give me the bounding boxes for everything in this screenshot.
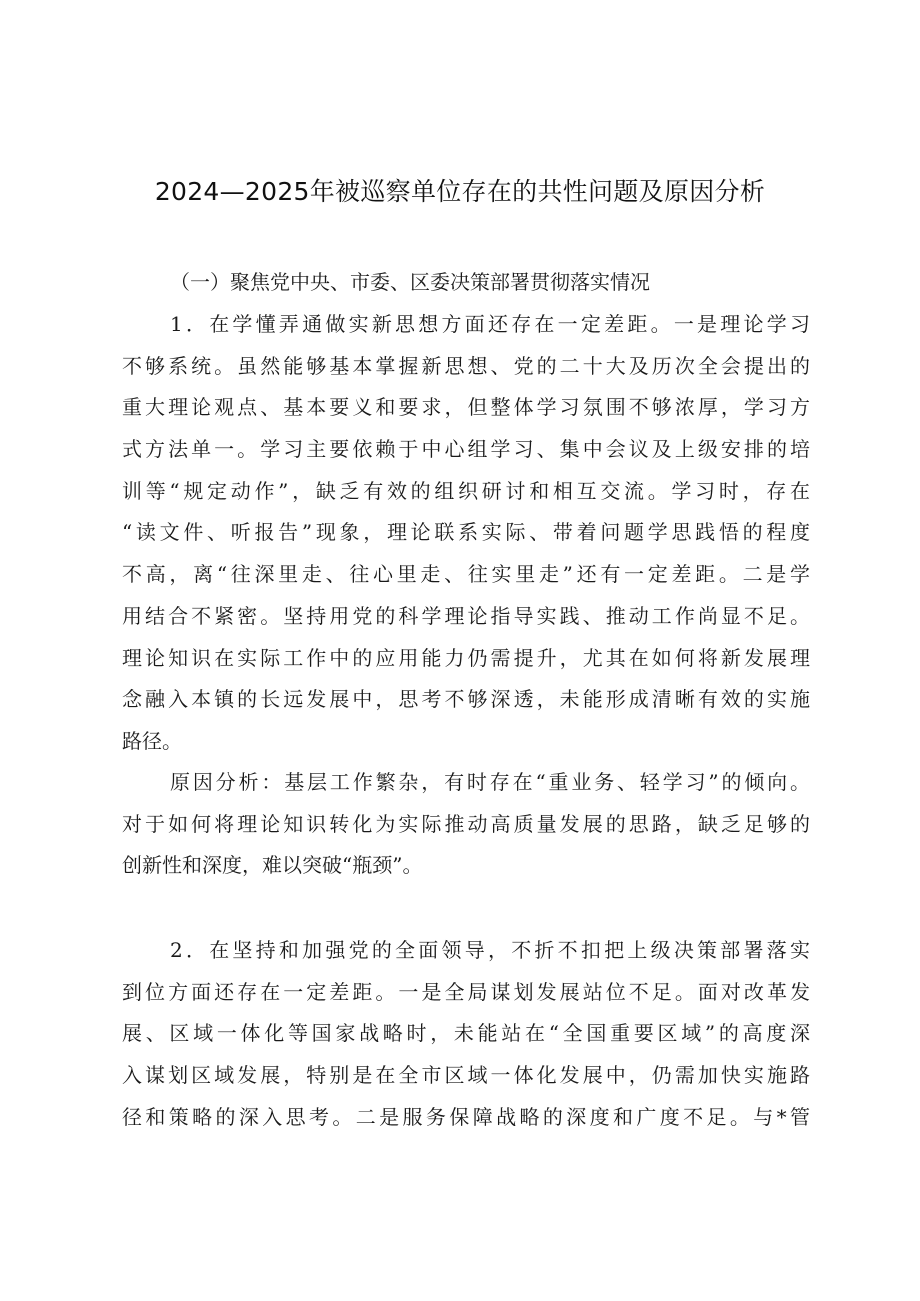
paragraph-line: 2．在坚持和加强党的全面领导，不折不扣把上级决策部署落实 <box>170 938 810 962</box>
paragraph-line: 不够系统。虽然能够基本掌握新思想、党的二十大及历次全会提出的 <box>122 353 810 378</box>
paragraph-3 <box>122 930 810 1138</box>
paragraph-line: 入谋划区域发展，特别是在全市区域一体化发展中，仍需加快实施路 <box>122 1063 810 1088</box>
paragraph-line: 念融入本镇的长远发展中，思考不够深透，未能形成清晰有效的实施 <box>122 687 810 712</box>
paragraph-line: 用结合不紧密。坚持用党的科学理论指导实践、推动工作尚显不足。 <box>122 603 810 628</box>
paragraph-line: 创新性和深度，难以突破“瓶颈”。 <box>122 853 423 878</box>
paragraph-line: 原因分析：基层工作繁杂，有时存在“重业务、轻学习”的倾向。 <box>170 770 810 794</box>
paragraph-2 <box>122 762 810 887</box>
paragraph-line: 对于如何将理论知识转化为实际推动高质量发展的思路，缺乏足够的 <box>122 811 810 836</box>
paragraph-line: 展、区域一体化等国家战略时，未能站在“全国重要区域”的高度深 <box>122 1021 810 1046</box>
paragraph-line: 到位方面还存在一定差距。一是全局谋划发展站位不足。面对改革发 <box>122 979 810 1004</box>
paragraph-line: 不高，离“往深里走、往心里走、往实里走”还有一定差距。二是学 <box>122 562 810 587</box>
paragraph-1 <box>122 304 810 763</box>
paragraph-line: 理论知识在实际工作中的应用能力仍需提升，尤其在如何将新发展理 <box>122 645 810 670</box>
paragraph-line: “读文件、听报告”现象，理论联系实际、带着问题学思践悟的程度 <box>122 520 810 545</box>
section-heading-text: （一）聚焦党中央、市委、区委决策部署贯彻落实情况 <box>170 270 650 294</box>
paragraph-line: 1．在学懂弄通做实新思想方面还存在一定差距。一是理论学习 <box>170 312 810 336</box>
document-title: 2024—2025年被巡察单位存在的共性问题及原因分析 <box>154 177 766 206</box>
paragraph-line: 式方法单一。学习主要依赖于中心组学习、集中会议及上级安排的培 <box>122 437 810 462</box>
section-heading <box>122 262 810 304</box>
paragraph-line: 路径。 <box>122 728 182 753</box>
paragraph-line: 重大理论观点、基本要义和要求，但整体学习氛围不够浓厚，学习方 <box>122 395 810 420</box>
paragraph-line: 径和策略的深入思考。二是服务保障战略的深度和广度不足。与*管 <box>122 1104 810 1129</box>
paragraph-line: 训等“规定动作”，缺乏有效的组织研讨和相互交流。学习时，存在 <box>122 478 810 503</box>
